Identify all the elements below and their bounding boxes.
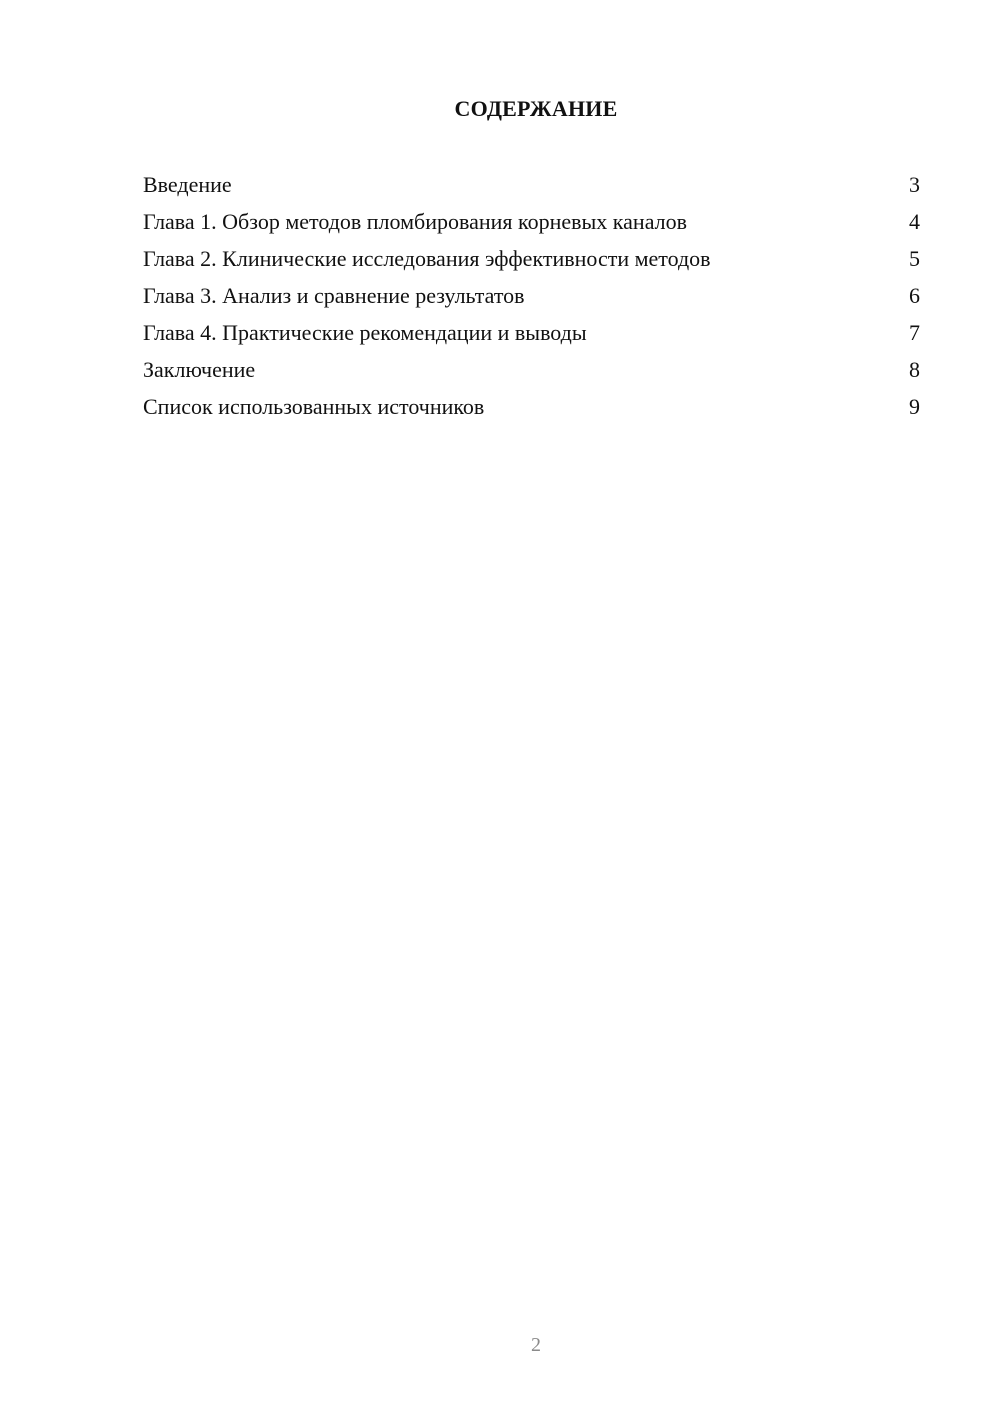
toc-entry-introduction <box>143 170 920 207</box>
toc-entry-conclusion <box>143 355 920 392</box>
toc-entry-chapter-2 <box>143 244 920 281</box>
toc-entry-label: Список использованных источников <box>143 394 485 419</box>
toc-entry-label: Глава 4. Практические рекомендации и выводы <box>143 320 587 345</box>
toc-entry-chapter-1 <box>143 207 920 244</box>
toc-entry-page: 4 <box>909 209 920 234</box>
page-title: СОДЕРЖАНИЕ <box>454 96 618 121</box>
toc-entry-label: Глава 2. Клинические исследования эффективности методов <box>143 246 711 271</box>
toc-entry-label: Глава 3. Анализ и сравнение результатов <box>143 283 525 308</box>
toc-entry-page: 6 <box>909 283 920 308</box>
toc-entry-page: 9 <box>909 394 920 419</box>
toc-entry-chapter-4 <box>143 318 920 355</box>
toc-entry-page: 8 <box>909 357 920 382</box>
page-number: 2 <box>531 1334 541 1356</box>
toc-entry-label: Введение <box>143 172 232 197</box>
toc-entry-references <box>143 392 920 429</box>
toc-entry-chapter-3 <box>143 281 920 318</box>
toc-entry-label: Заключение <box>143 357 256 382</box>
table-of-contents <box>143 170 920 429</box>
toc-entry-page: 7 <box>909 320 920 345</box>
toc-entry-page: 3 <box>909 172 920 197</box>
toc-entry-page: 5 <box>909 246 920 271</box>
toc-entry-label: Глава 1. Обзор методов пломбирования корневых каналов <box>143 209 688 234</box>
